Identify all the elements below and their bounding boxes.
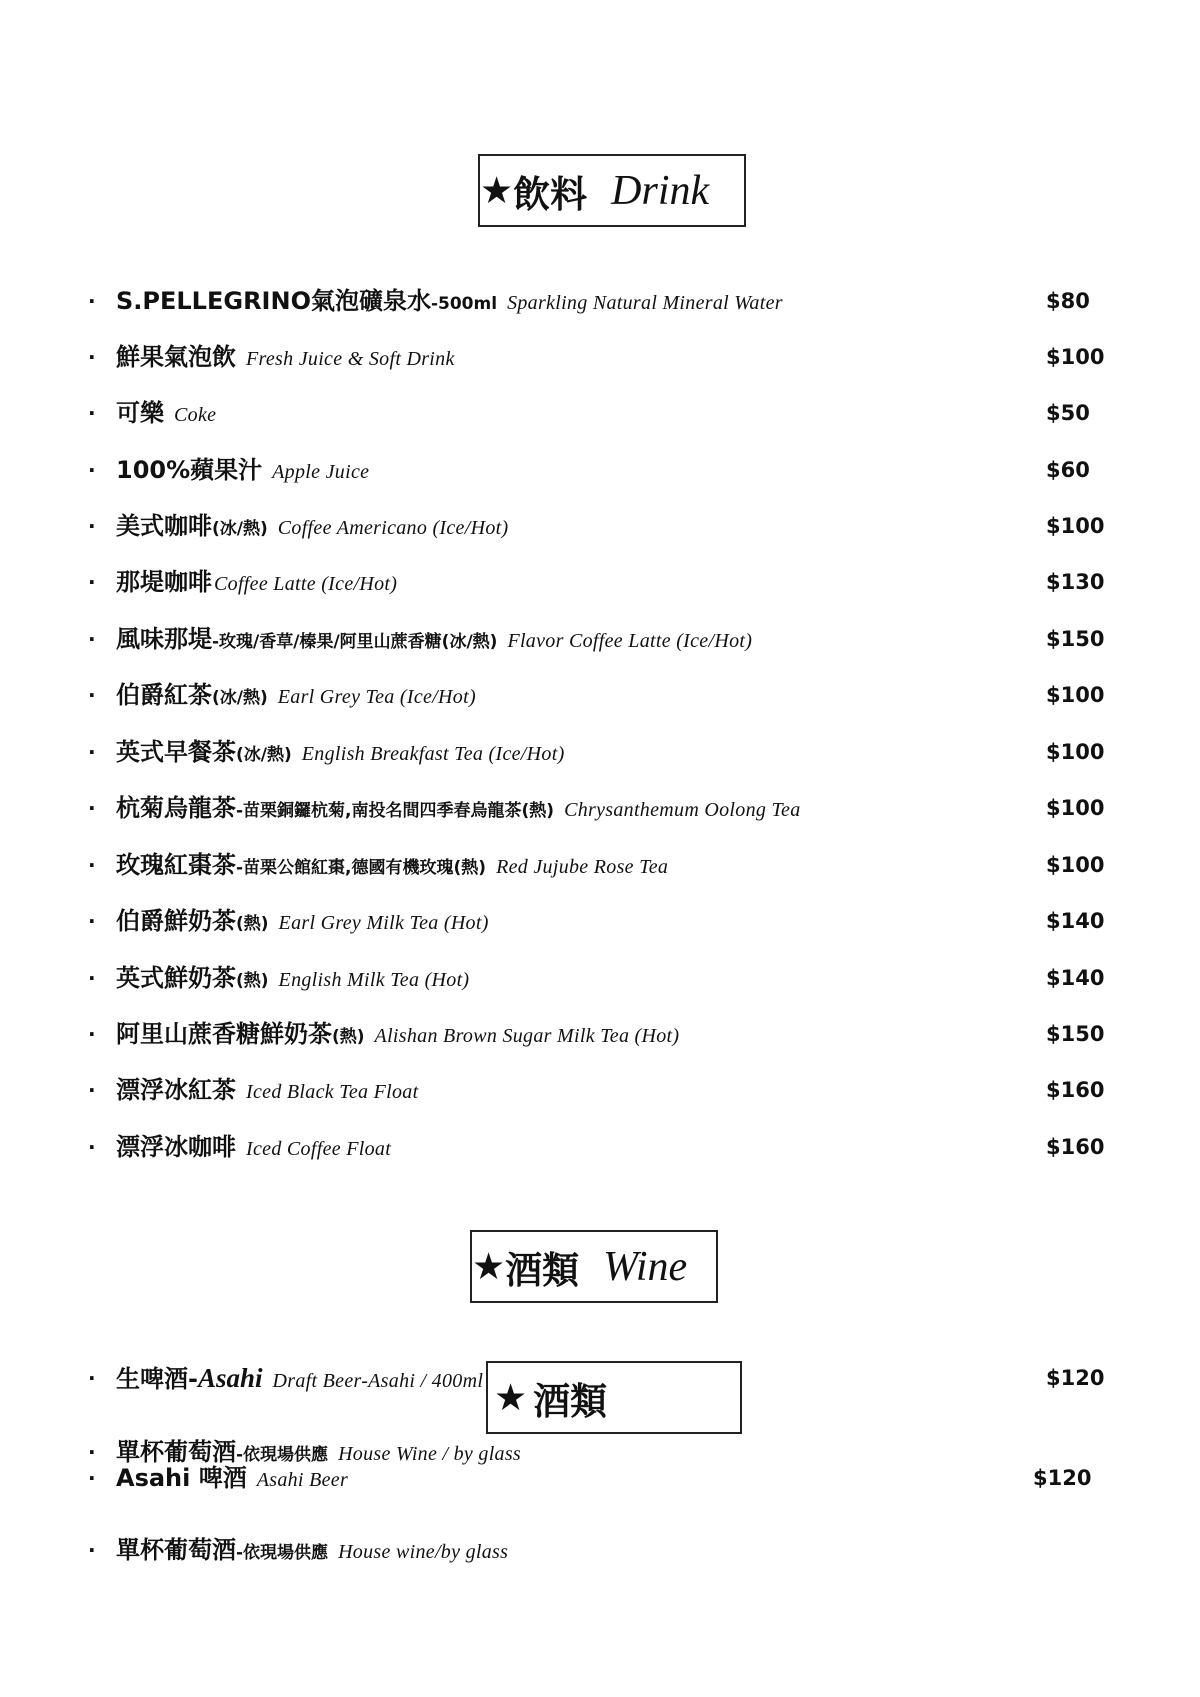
bullet-icon: ·: [88, 1078, 96, 1102]
item-detail: (冰/熱): [212, 688, 268, 708]
item-name-en: House wine/by glass: [338, 1541, 509, 1563]
item-price: $60: [1046, 458, 1090, 482]
item-name-brand: Asahi: [197, 1363, 263, 1393]
bullet-icon: ·: [88, 966, 96, 990]
item-name-cn: 漂浮冰咖啡: [116, 1133, 236, 1161]
item-name-en: Iced Coffee Float: [246, 1138, 392, 1160]
item-price: $100: [1046, 796, 1105, 820]
item-detail: (冰/熱): [236, 745, 292, 765]
item-price: $150: [1046, 1022, 1105, 1046]
bullet-icon: ·: [88, 740, 96, 764]
item-name-cn: 玫瑰紅棗茶: [116, 851, 236, 879]
item-price: $130: [1046, 570, 1105, 594]
bullet-icon: ·: [88, 401, 96, 425]
item-name-cn: 英式早餐茶: [116, 738, 236, 766]
wine-title-cn: 酒類: [505, 1248, 580, 1292]
bullet-icon: ·: [88, 909, 96, 933]
item-price: $80: [1046, 289, 1090, 313]
item-price: $120: [1033, 1466, 1092, 1490]
item-price: $100: [1046, 740, 1105, 764]
item-name-cn: Asahi 啤酒: [116, 1464, 247, 1492]
item-price: $50: [1046, 401, 1090, 425]
item-price: $160: [1046, 1135, 1105, 1159]
item-detail: -苗栗公館紅棗,德國有機玫瑰(熱): [236, 858, 487, 878]
item-name-en: Iced Black Tea Float: [246, 1081, 419, 1103]
item-name-en: English Breakfast Tea (Ice/Hot): [301, 743, 565, 765]
drink-title-cn: 飲料: [513, 172, 588, 216]
item-name-en: Fresh Juice & Soft Drink: [246, 348, 455, 370]
item-name-cn: 單杯葡萄酒: [116, 1536, 236, 1564]
bullet-icon: ·: [88, 570, 96, 594]
item-name-cn: 阿里山蔗香糖鮮奶茶: [116, 1020, 332, 1048]
item-name-en: English Milk Tea (Hot): [278, 969, 470, 991]
bullet-icon: ·: [88, 1135, 96, 1159]
item-name-cn: 杭菊烏龍茶: [116, 794, 236, 822]
drink-section-header: [478, 154, 746, 227]
item-detail: -依現場供應: [236, 1543, 329, 1563]
item-name-cn: 英式鮮奶茶: [116, 964, 236, 992]
item-price: $100: [1046, 683, 1105, 707]
bullet-icon: ·: [88, 1022, 96, 1046]
bullet-icon: ·: [88, 1466, 96, 1490]
item-name-cn: 美式咖啡: [116, 512, 212, 540]
bullet-icon: ·: [88, 627, 96, 651]
item-detail: (冰/熱): [212, 519, 268, 539]
bullet-icon: ·: [88, 683, 96, 707]
star-icon: ★: [494, 1376, 528, 1419]
bullet-icon: ·: [88, 1538, 96, 1562]
item-name-cn: 單杯葡萄酒: [116, 1438, 236, 1466]
item-name-en: House Wine / by glass: [338, 1443, 522, 1465]
item-detail: -依現場供應: [236, 1445, 329, 1465]
item-name-en: Chrysanthemum Oolong Tea: [564, 799, 801, 821]
star-icon: ★: [480, 169, 514, 212]
item-price: $100: [1046, 345, 1105, 369]
item-name-en: Coke: [174, 404, 217, 426]
item-name-cn: 漂浮冰紅茶: [116, 1076, 236, 1104]
item-name-en: Earl Grey Milk Tea (Hot): [278, 912, 489, 934]
bullet-icon: ·: [88, 796, 96, 820]
item-name-en: Sparkling Natural Mineral Water: [507, 292, 783, 314]
item-price: $150: [1046, 627, 1105, 651]
wine-overlay-header: [486, 1361, 742, 1434]
bullet-icon: ·: [88, 1366, 96, 1390]
item-name-en: Red Jujube Rose Tea: [496, 856, 669, 878]
item-detail: (熱): [332, 1027, 365, 1047]
item-name-cn: 伯爵鮮奶茶: [116, 907, 236, 935]
wine-title-en: Wine: [603, 1243, 688, 1290]
item-detail: -玫瑰/香草/榛果/阿里山蔗香糖(冰/熱): [212, 632, 498, 652]
item-price: $120: [1046, 1366, 1105, 1390]
item-name-cn: 可樂: [116, 399, 164, 427]
item-detail: -苗栗銅鑼杭菊,南投名間四季春烏龍茶(熱): [236, 801, 555, 821]
item-name-cn: S.PELLEGRINO氣泡礦泉水: [116, 287, 431, 315]
item-name-cn: 伯爵紅茶: [116, 681, 212, 709]
wine-overlay-title-cn: 酒類: [533, 1379, 608, 1423]
item-name-en: Flavor Coffee Latte (Ice/Hot): [507, 630, 753, 652]
item-price: $100: [1046, 514, 1105, 538]
item-name-en: Draft Beer-Asahi / 400ml: [272, 1370, 484, 1392]
item-detail: -500ml: [430, 294, 498, 314]
item-price: $140: [1046, 966, 1105, 990]
bullet-icon: ·: [88, 514, 96, 538]
item-name-cn: 100%蘋果汁: [116, 456, 263, 484]
item-name-en: Earl Grey Tea (Ice/Hot): [277, 686, 476, 708]
drink-title-en: Drink: [611, 167, 710, 214]
bullet-icon: ·: [88, 345, 96, 369]
item-name-en: Alishan Brown Sugar Milk Tea (Hot): [374, 1025, 680, 1047]
wine-section-header: [470, 1230, 718, 1303]
item-detail: (熱): [236, 971, 269, 991]
bullet-icon: ·: [88, 458, 96, 482]
item-name-cn: 鮮果氣泡飲: [116, 343, 236, 371]
bullet-icon: ·: [88, 1440, 96, 1464]
item-name-cn: 生啤酒-: [116, 1365, 198, 1393]
item-name-cn: 風味那堤: [116, 625, 212, 653]
item-price: $100: [1046, 853, 1105, 877]
bullet-icon: ·: [88, 289, 96, 313]
item-name-cn: 那堤咖啡: [116, 568, 212, 596]
item-name-en: Coffee Americano (Ice/Hot): [277, 517, 509, 539]
star-icon: ★: [472, 1245, 506, 1288]
item-name-en: Apple Juice: [272, 461, 370, 483]
bullet-icon: ·: [88, 853, 96, 877]
item-price: $140: [1046, 909, 1105, 933]
item-name-en: Asahi Beer: [256, 1469, 349, 1491]
item-name-en: Coffee Latte (Ice/Hot): [214, 573, 398, 595]
item-price: $160: [1046, 1078, 1105, 1102]
item-detail: (熱): [236, 914, 269, 934]
